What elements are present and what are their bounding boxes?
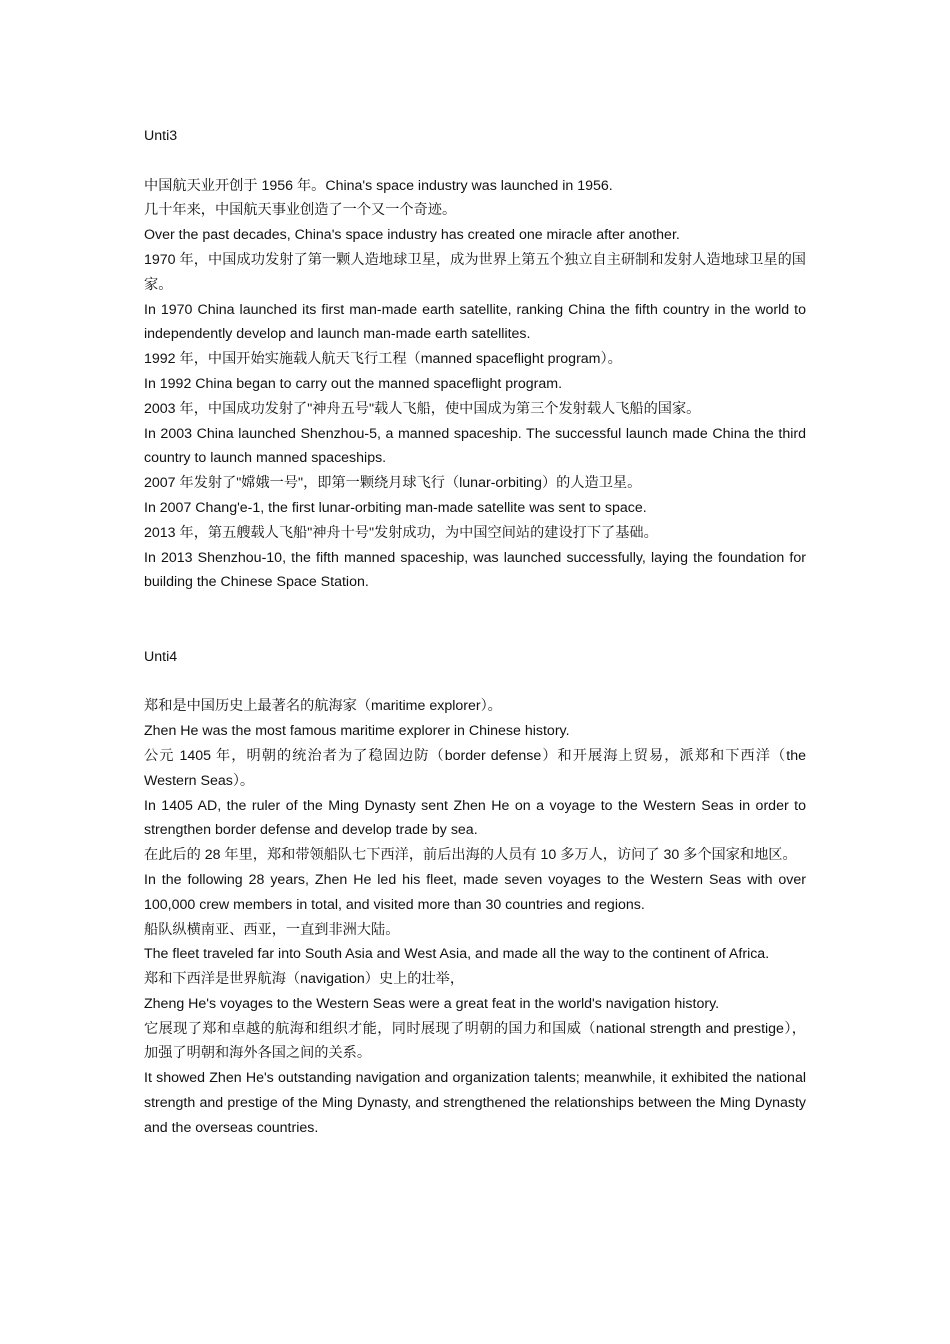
unit3-paragraph-3: Over the past decades, China's space industry has created one miracle after another. [144, 227, 680, 244]
unit3-paragraph-11: In 2007 Chang'e-1, the first lunar-orbiting man-made satellite was sent to space. [144, 499, 647, 516]
unit4-paragraph-7: 船队纵横南亚、西亚，一直到非洲大陆。 [144, 921, 400, 938]
unit4-paragraph-11: 它展现了郑和卓越的航海和组织才能，同时展现了明朝的国力和国威（national strength and prestige），加强了明朝和海外各国之间的关系。 [144, 1020, 806, 1062]
unit3-body [144, 174, 806, 596]
unit3-paragraph-7: In 1992 China began to carry out the manned spaceflight program. [144, 375, 563, 392]
unit3-paragraph-8: 2003 年，中国成功发射了"神舟五号"载人飞船，使中国成为第三个发射载人飞船的国家。 [144, 400, 701, 417]
document-page [144, 124, 806, 1141]
spacer [144, 670, 806, 695]
unit4-paragraph-9: 郑和下西洋是世界航海（navigation）史上的壮举， [144, 971, 465, 988]
unit4-body [144, 694, 806, 1140]
unit3-paragraph-12: 2013 年，第五艘载人飞船"神舟十号"发射成功，为中国空间站的建设打下了基础。 [144, 524, 658, 541]
unit3-paragraph-6: 1992 年，中国开始实施载人航天飞行工程（manned spaceflight program）。 [144, 351, 622, 368]
unit4-paragraph-1: 郑和是中国历史上最著名的航海家（maritime explorer）。 [144, 698, 502, 715]
unit3-paragraph-13: In 2013 Shenzhou-10, the fifth manned spaceship, was launched successfully, laying the foundation for building the Chinese Space Station. [144, 549, 806, 591]
spacer [144, 595, 806, 645]
unit4-title: Unti4 [144, 648, 178, 665]
unit3-paragraph-2: 几十年来，中国航天事业创造了一个又一个奇迹。 [144, 202, 457, 219]
unit4-paragraph-6: In the following 28 years, Zhen He led his fleet, made seven voyages to the Western Seas with over 100,000 crew members in total, and visited more than 30 countries and regions. [144, 871, 806, 913]
unit4-paragraph-3: 公元 1405 年，明朝的统治者为了稳固边防（border defense）和开展海上贸易，派郑和下西洋（the Western Seas）。 [144, 747, 806, 789]
unit4-paragraph-5: 在此后的 28 年里，郑和带领船队七下西洋，前后出海的人员有 10 多万人，访问了 30 多个国家和地区。 [144, 847, 797, 864]
spacer [144, 149, 806, 174]
unit4-paragraph-8: The fleet traveled far into South Asia and West Asia, and made all the way to the continent of Africa. [144, 946, 770, 963]
unit3-paragraph-9: In 2003 China launched Shenzhou-5, a manned spaceship. The successful launch made China the third country to launch manned spaceships. [144, 425, 806, 467]
unit3-title: Unti3 [144, 128, 178, 144]
unit3-paragraph-1: 中国航天业开创于 1956 年。China's space industry was launched in 1956. [144, 177, 613, 194]
unit3-paragraph-5: In 1970 China launched its first man-made earth satellite, ranking China the fifth country in the world to independently develop and launch man-made earth satellites. [144, 301, 806, 343]
unit4-paragraph-10: Zheng He's voyages to the Western Seas were a great feat in the world's navigation history. [144, 995, 720, 1012]
unit3-paragraph-10: 2007 年发射了"嫦娥一号"，即第一颗绕月球飞行（lunar-orbiting）的人造卫星。 [144, 475, 642, 492]
unit4-paragraph-2: Zhen He was the most famous maritime explorer in Chinese history. [144, 723, 570, 740]
unit4-paragraph-4: In 1405 AD, the ruler of the Ming Dynasty sent Zhen He on a voyage to the Western Seas in order to strengthen border defense and develop trade by sea. [144, 797, 806, 839]
unit4-paragraph-12: It showed Zhen He's outstanding navigation and organization talents; meanwhile, it exhibited the national strength and prestige of the Ming Dynasty, and strengthened the relationships between the Ming Dynasty and the overseas countries. [144, 1070, 806, 1136]
unit3-paragraph-4: 1970 年，中国成功发射了第一颗人造地球卫星，成为世界上第五个独立自主研制和发射人造地球卫星的国家。 [144, 251, 806, 293]
